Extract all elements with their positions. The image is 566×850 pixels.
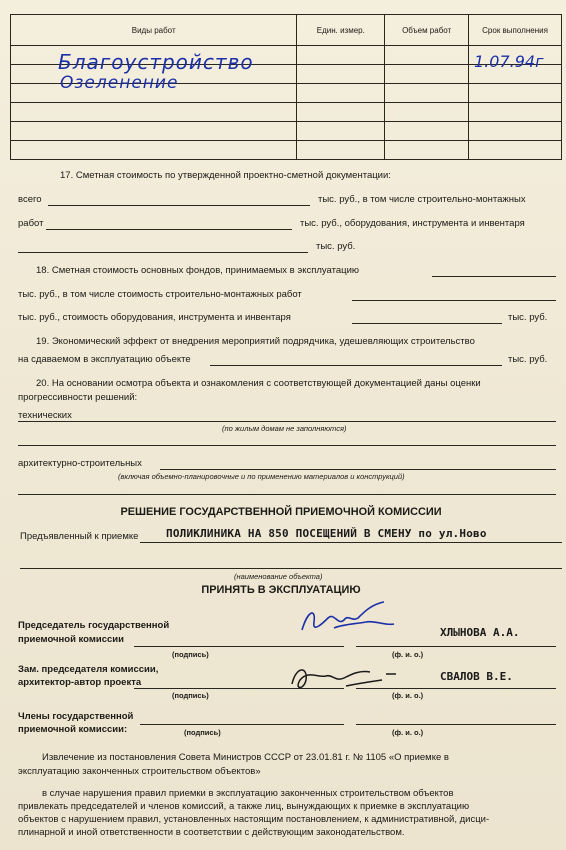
decision-title: РЕШЕНИЕ ГОСУДАРСТВЕННОЙ ПРИЕМОЧНОЙ КОМИССИИ (120, 506, 442, 518)
extract-para-3: объектов с нарушением правил, установленных настоящим постановлением, к административной, дисци- (18, 814, 490, 825)
extract-para-2: привлекать председателей и членов комиссий, а также лиц, вынуждающих к приемке в эксплуатацию (18, 801, 470, 812)
s19-heading: 19. Экономический эффект от внедрения мероприятий подрядчика, удешевляющих строительство (36, 336, 475, 347)
header-work-type: Виды работ (11, 15, 297, 46)
deputy-fio-note: (ф. и. о.) (392, 691, 424, 700)
s18-rub: тыс. руб. (508, 312, 548, 323)
chair-label-1: Председатель государственной (18, 620, 170, 631)
s17-equipment-line[interactable] (18, 252, 308, 253)
s20-heading-1: 20. На основании осмотра объекта и ознакомления с соответствующей документацией даны оценки (36, 378, 481, 389)
members-fio-line[interactable] (356, 724, 556, 725)
s18-line-2: тыс. руб., в том числе стоимость строительно-монтажных работ (18, 289, 302, 300)
object-line-2[interactable] (20, 568, 562, 569)
s20-arch-line[interactable] (160, 469, 556, 470)
members-fio-note: (ф. и. о.) (392, 728, 424, 737)
chair-signature (294, 600, 414, 650)
extract-para-1: в случае нарушения правил приемки в эксплуатацию законченных строительством объектов (42, 788, 454, 799)
s18-heading: 18. Сметная стоимость основных фондов, принимаемых в эксплуатацию (36, 265, 360, 276)
header-deadline: Срок выполнения (469, 15, 562, 46)
chair-fio-note: (ф. и. о.) (392, 650, 424, 659)
header-unit: Един. измер. (297, 15, 385, 46)
header-volume: Объем работ (385, 15, 469, 46)
s18-line-2-field[interactable] (352, 300, 556, 301)
s18-line-1[interactable] (432, 276, 556, 277)
table-row (11, 122, 562, 141)
members-sign-line[interactable] (140, 724, 344, 725)
s18-line-3-field[interactable] (352, 323, 502, 324)
extract-line-1: Извлечение из постановления Совета Министров СССР от 23.01.81 г. № 1105 «О приемке в (42, 752, 449, 763)
s17-works-line[interactable] (46, 229, 292, 230)
deputy-label-2: архитектор-автор проекта (18, 677, 142, 688)
s17-total-label: всего (18, 194, 42, 205)
handwritten-date: 1.07.94г (474, 52, 544, 71)
s19-field[interactable] (210, 365, 502, 366)
s20-arch-label: архитектурно-строительных (18, 458, 142, 469)
s20-tech-label: технических (18, 410, 72, 421)
s17-rub: тыс. руб. (316, 241, 356, 252)
chair-name: ХЛЫНОВА А.А. (440, 626, 520, 639)
deputy-signature (286, 660, 416, 700)
table-row (11, 103, 562, 122)
s17-total-tail: тыс. руб., в том числе строительно-монтажных (318, 194, 526, 205)
s19-rub: тыс. руб. (508, 354, 548, 365)
chair-sign-note: (подпись) (172, 650, 209, 659)
s19-line-2: на сдаваемом в эксплуатацию объекте (18, 354, 191, 365)
s20-tech-line[interactable] (18, 421, 556, 422)
chair-label-2: приемочной комиссии (18, 634, 124, 645)
table-header-row (11, 15, 562, 46)
extract-line-2: эксплуатацию законченных строительством объектов» (18, 766, 261, 777)
object-note: (наименование объекта) (234, 572, 323, 581)
s18-line-3: тыс. руб., стоимость оборудования, инструмента и инвентаря (18, 312, 291, 323)
object-name: ПОЛИКЛИНИКА НА 850 ПОСЕЩЕНИЙ В СМЕНУ по ул.Ново (166, 527, 487, 540)
members-label-1: Члены государственной (18, 711, 134, 722)
members-sign-note: (подпись) (184, 728, 221, 737)
s17-total-line[interactable] (48, 205, 310, 206)
deputy-sign-note: (подпись) (172, 691, 209, 700)
presented-label: Предъявленный к приемке (20, 531, 139, 542)
deputy-label-1: Зам. председателя комиссии, (18, 664, 159, 675)
s20-arch-note: (включая объемно-планировочные и по применению материалов и конструкций) (118, 472, 405, 481)
s20-heading-2: прогрессивности решений: (18, 392, 138, 403)
s20-tech-note: (по жилым домам не заполняются) (222, 424, 347, 433)
deputy-name: СВАЛОВ В.Е. (440, 670, 513, 683)
handwritten-work-2: Озеленение (60, 73, 179, 93)
s17-works-label: работ (18, 218, 44, 229)
s20-tech-line-2[interactable] (18, 445, 556, 446)
handwritten-work-1: Благоустройство (58, 50, 254, 74)
object-line[interactable] (140, 542, 562, 543)
s17-heading: 17. Сметная стоимость по утвержденной проектно-сметной документации: (60, 170, 391, 181)
s20-arch-line-2[interactable] (18, 494, 556, 495)
members-label-2: приемочной комиссии: (18, 724, 128, 735)
extract-para-4: плинарной и иной ответственности в соответствии с действующим законодательством. (18, 827, 405, 838)
s17-works-tail: тыс. руб., оборудования, инструмента и инвентаря (300, 218, 525, 229)
accept-title: ПРИНЯТЬ В ЭКСПЛУАТАЦИЮ (201, 584, 361, 596)
table-row (11, 141, 562, 160)
